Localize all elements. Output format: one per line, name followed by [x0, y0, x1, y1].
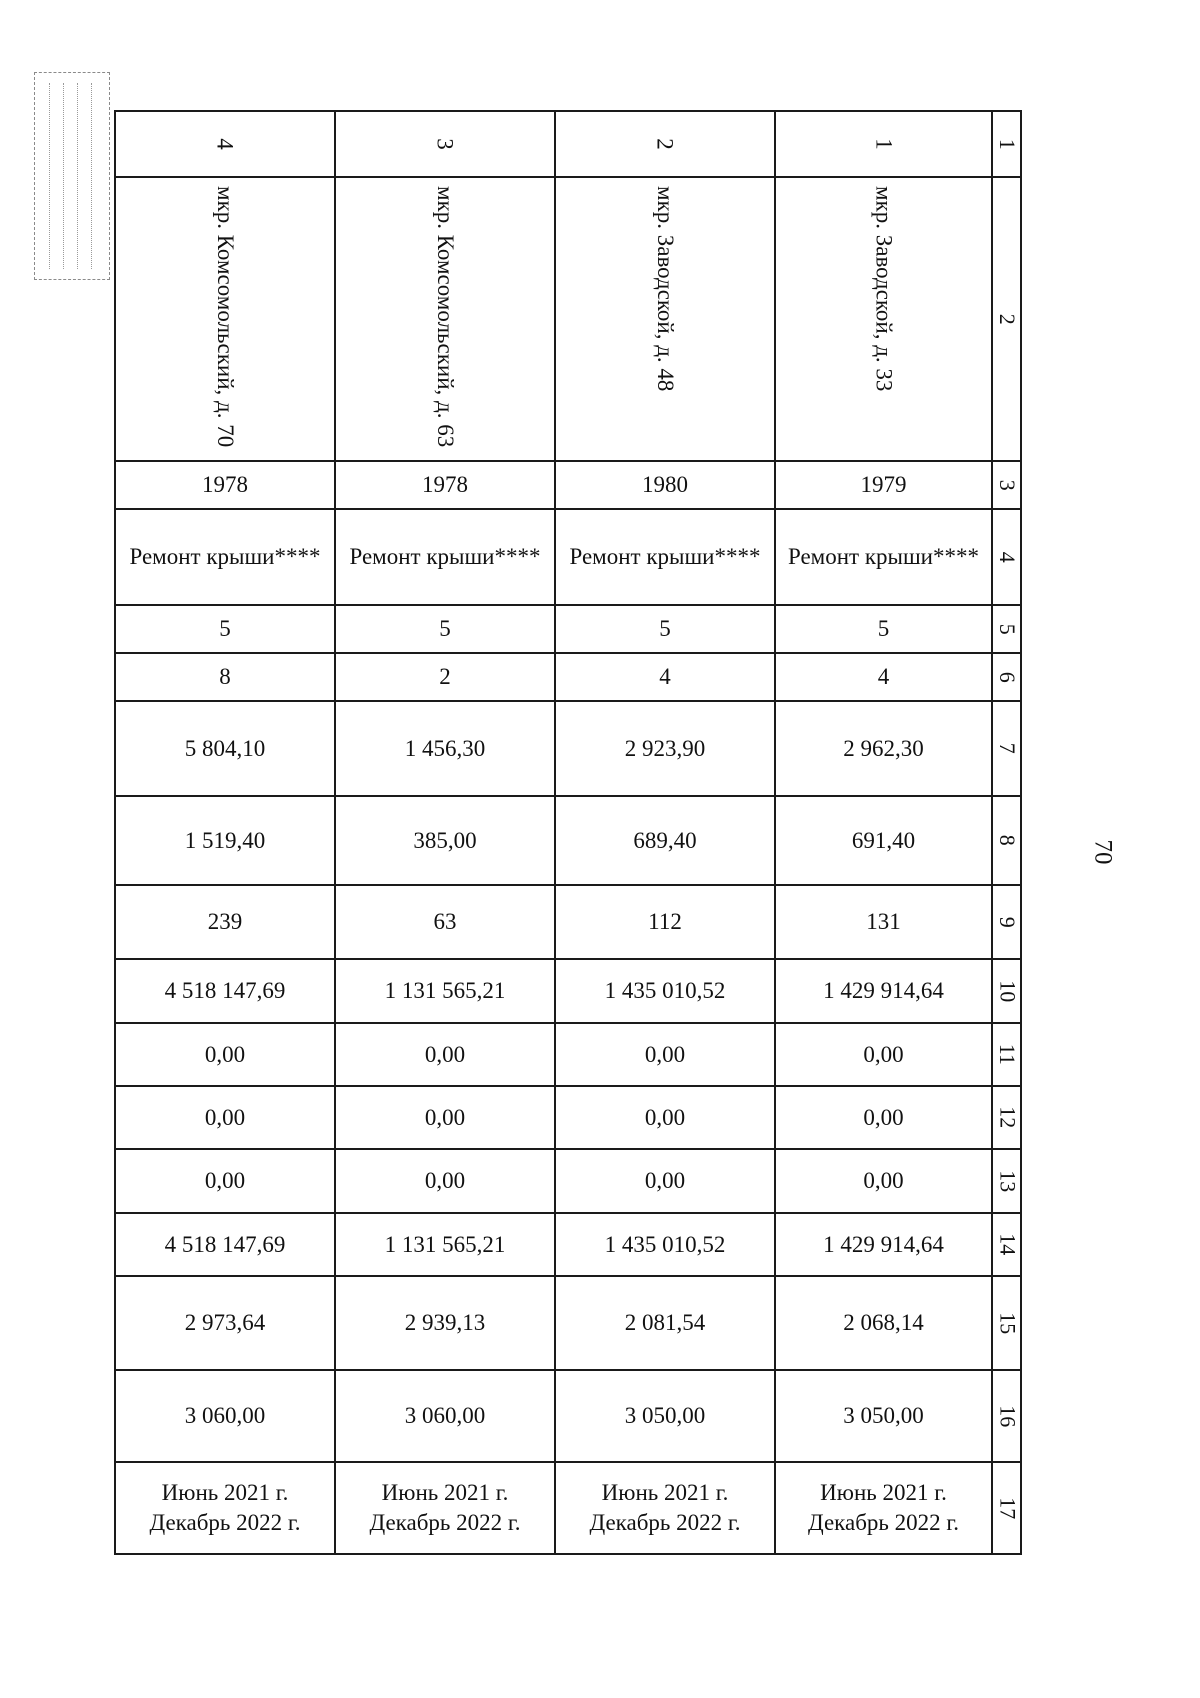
column-number-cell — [991, 958, 1022, 1022]
residents-cell — [114, 884, 334, 958]
entrances: 2 — [439, 664, 451, 690]
max-unit-cost: 3 050,00 — [624, 1403, 706, 1429]
roof-area-cell — [774, 795, 991, 884]
end-date: Декабрь 2022 г. — [589, 1510, 741, 1535]
floors: 5 — [659, 616, 671, 642]
fund-regional-cell — [334, 1085, 554, 1148]
start-date: Июнь 2021 г. — [820, 1480, 947, 1506]
work-type-cell — [114, 508, 334, 604]
unit-cost-cell — [334, 1275, 554, 1369]
work-type: Ремонт крыши**** — [129, 544, 321, 570]
entrances: 4 — [659, 664, 671, 690]
build-year-cell — [774, 460, 991, 508]
build-year: 1978 — [202, 472, 248, 498]
column-number-cell — [991, 110, 1022, 176]
address-text: мкр. Заводской, д. 33 — [871, 186, 897, 392]
column-number: 1 — [994, 138, 1020, 150]
entrances: 4 — [877, 664, 890, 690]
residents-cell — [554, 884, 774, 958]
fund-federal: 0,00 — [863, 1041, 904, 1067]
total-area: 2 962,30 — [843, 735, 924, 761]
fund-federal-cell — [554, 1022, 774, 1085]
unit-cost: 2 081,54 — [624, 1310, 706, 1336]
column-number-cell — [991, 1461, 1022, 1555]
period-cell — [334, 1461, 554, 1555]
column-number-cell — [991, 1022, 1022, 1085]
work-type-cell — [334, 508, 554, 604]
total-area-cell — [114, 700, 334, 795]
unit-cost-cell — [774, 1275, 991, 1369]
max-unit-cost: 3 060,00 — [404, 1403, 486, 1429]
roof-area: 385,00 — [413, 827, 477, 853]
total-cost: 4 518 147,69 — [164, 978, 286, 1004]
fund-local: 0,00 — [424, 1168, 466, 1194]
max-unit-cost-cell — [334, 1369, 554, 1461]
column-number-cell — [991, 460, 1022, 508]
residents: 131 — [866, 909, 901, 935]
fund-federal: 0,00 — [204, 1041, 246, 1067]
fund-regional-cell — [114, 1085, 334, 1148]
column-number-cell — [991, 176, 1022, 460]
unit-cost-cell — [554, 1275, 774, 1369]
total-cost-cell — [114, 958, 334, 1022]
end-date: Декабрь 2022 г. — [149, 1510, 301, 1535]
max-unit-cost-cell — [774, 1369, 991, 1461]
period-cell — [774, 1461, 991, 1555]
column-number: 11 — [994, 1043, 1020, 1066]
column-number-cell — [991, 1212, 1022, 1275]
fund-local-cell — [334, 1148, 554, 1212]
owners-funds: 1 429 914,64 — [823, 1231, 944, 1257]
residents-cell — [334, 884, 554, 958]
entrances: 8 — [219, 664, 231, 690]
build-year-cell — [114, 460, 334, 508]
column-number: 13 — [994, 1170, 1020, 1192]
residents: 112 — [648, 909, 682, 935]
address-cell — [114, 176, 334, 460]
owners-funds-cell — [114, 1212, 334, 1275]
roof-area-cell — [334, 795, 554, 884]
total-cost-cell — [554, 958, 774, 1022]
column-number: 14 — [994, 1233, 1020, 1256]
fund-federal-cell — [114, 1022, 334, 1085]
address-cell — [334, 176, 554, 460]
owners-funds-cell — [774, 1212, 991, 1275]
total-area: 2 923,90 — [624, 735, 706, 761]
row-number-cell — [554, 110, 774, 176]
entrances-cell — [554, 652, 774, 700]
period-cell — [554, 1461, 774, 1555]
unit-cost: 2 973,64 — [184, 1310, 266, 1336]
total-cost-cell — [774, 958, 991, 1022]
fund-regional-cell — [774, 1085, 991, 1148]
column-number-cell — [991, 700, 1022, 795]
column-number: 7 — [994, 743, 1020, 754]
fund-federal-cell — [774, 1022, 991, 1085]
column-number: 16 — [994, 1405, 1020, 1427]
total-cost: 1 435 010,52 — [604, 978, 726, 1004]
unit-cost-cell — [114, 1275, 334, 1369]
column-number: 6 — [994, 671, 1020, 683]
work-type-cell — [554, 508, 774, 604]
floors: 5 — [219, 616, 231, 642]
column-number-cell — [991, 604, 1022, 652]
column-number: 17 — [994, 1497, 1020, 1519]
column-number: 2 — [994, 313, 1020, 325]
owners-funds: 1 435 010,52 — [604, 1231, 726, 1257]
address-text: мкр. Комсомольский, д. 63 — [432, 186, 458, 448]
period-cell — [114, 1461, 334, 1555]
entrances-cell — [774, 652, 991, 700]
column-number: 10 — [994, 980, 1020, 1002]
fund-regional-cell — [554, 1085, 774, 1148]
column-number: 5 — [994, 623, 1020, 635]
total-area-cell — [774, 700, 991, 795]
unit-cost: 2 939,13 — [404, 1310, 486, 1336]
roof-area: 689,40 — [633, 827, 697, 853]
build-year: 1980 — [642, 472, 688, 498]
owners-funds: 1 131 565,21 — [384, 1231, 506, 1257]
total-area: 1 456,30 — [404, 735, 486, 761]
column-number: 12 — [994, 1106, 1020, 1129]
column-number-cell — [991, 508, 1022, 604]
roof-area: 691,40 — [851, 827, 916, 853]
roof-area-cell — [554, 795, 774, 884]
floors: 5 — [439, 616, 451, 642]
owners-funds-cell — [334, 1212, 554, 1275]
owners-funds: 4 518 147,69 — [164, 1231, 286, 1257]
fund-federal: 0,00 — [644, 1041, 686, 1067]
column-number-cell — [991, 1275, 1022, 1369]
fund-regional: 0,00 — [424, 1104, 466, 1130]
column-number-cell — [991, 795, 1022, 884]
column-number-cell — [991, 1148, 1022, 1212]
row-number: 2 — [652, 138, 678, 150]
entrances-cell — [334, 652, 554, 700]
max-unit-cost-cell — [554, 1369, 774, 1461]
row-number-cell — [114, 110, 334, 176]
build-year: 1978 — [422, 472, 468, 498]
floors-cell — [334, 604, 554, 652]
build-year-cell — [334, 460, 554, 508]
work-type: Ремонт крыши**** — [787, 544, 979, 570]
fund-federal-cell — [334, 1022, 554, 1085]
fund-local: 0,00 — [644, 1168, 686, 1194]
column-number-cell — [991, 884, 1022, 958]
fund-local: 0,00 — [863, 1168, 904, 1194]
entrances-cell — [114, 652, 334, 700]
residents-cell — [774, 884, 991, 958]
address-text: мкр. Комсомольский, д. 70 — [212, 186, 238, 448]
end-date: Декабрь 2022 г. — [369, 1510, 521, 1535]
fund-regional: 0,00 — [644, 1104, 686, 1130]
start-date: Июнь 2021 г. — [601, 1480, 729, 1506]
column-number-cell — [991, 1369, 1022, 1461]
total-cost: 1 131 565,21 — [384, 978, 506, 1004]
roof-area: 1 519,40 — [184, 827, 266, 853]
page-number: 70 — [1089, 839, 1117, 865]
residents: 239 — [207, 909, 243, 935]
row-number: 3 — [432, 138, 458, 150]
column-number: 8 — [994, 835, 1020, 846]
total-area: 5 804,10 — [184, 735, 266, 761]
row-number-cell — [774, 110, 991, 176]
build-year-cell — [554, 460, 774, 508]
total-area-cell — [334, 700, 554, 795]
max-unit-cost-cell — [114, 1369, 334, 1461]
unit-cost: 2 068,14 — [843, 1310, 924, 1336]
start-date: Июнь 2021 г. — [161, 1480, 289, 1506]
work-type-cell — [774, 508, 991, 604]
approval-stamp — [34, 72, 110, 280]
row-number: 1 — [871, 138, 897, 150]
floors-cell — [554, 604, 774, 652]
owners-funds-cell — [554, 1212, 774, 1275]
row-number: 4 — [212, 138, 238, 150]
column-number: 9 — [994, 916, 1020, 928]
column-number: 3 — [994, 479, 1020, 491]
address-cell — [774, 176, 991, 460]
fund-local-cell — [554, 1148, 774, 1212]
residents: 63 — [433, 909, 457, 935]
floors-cell — [114, 604, 334, 652]
address-cell — [554, 176, 774, 460]
fund-federal: 0,00 — [424, 1041, 466, 1067]
fund-local-cell — [114, 1148, 334, 1212]
total-area-cell — [554, 700, 774, 795]
work-type: Ремонт крыши**** — [569, 544, 761, 570]
column-number-cell — [991, 652, 1022, 700]
build-year: 1979 — [860, 472, 907, 498]
column-number: 4 — [994, 551, 1020, 563]
fund-local-cell — [774, 1148, 991, 1212]
floors: 5 — [877, 616, 890, 642]
start-date: Июнь 2021 г. — [381, 1480, 509, 1506]
max-unit-cost: 3 050,00 — [843, 1403, 924, 1429]
end-date: Декабрь 2022 г. — [808, 1510, 959, 1535]
roof-area-cell — [114, 795, 334, 884]
row-number-cell — [334, 110, 554, 176]
total-cost: 1 429 914,64 — [823, 978, 944, 1004]
column-number-cell — [991, 1085, 1022, 1148]
column-number: 15 — [994, 1312, 1020, 1334]
fund-local: 0,00 — [204, 1168, 246, 1194]
total-cost-cell — [334, 958, 554, 1022]
max-unit-cost: 3 060,00 — [184, 1403, 266, 1429]
address-text: мкр. Заводской, д. 48 — [652, 186, 678, 392]
work-type: Ремонт крыши**** — [349, 544, 541, 570]
fund-regional: 0,00 — [863, 1104, 904, 1130]
floors-cell — [774, 604, 991, 652]
fund-regional: 0,00 — [204, 1104, 246, 1130]
